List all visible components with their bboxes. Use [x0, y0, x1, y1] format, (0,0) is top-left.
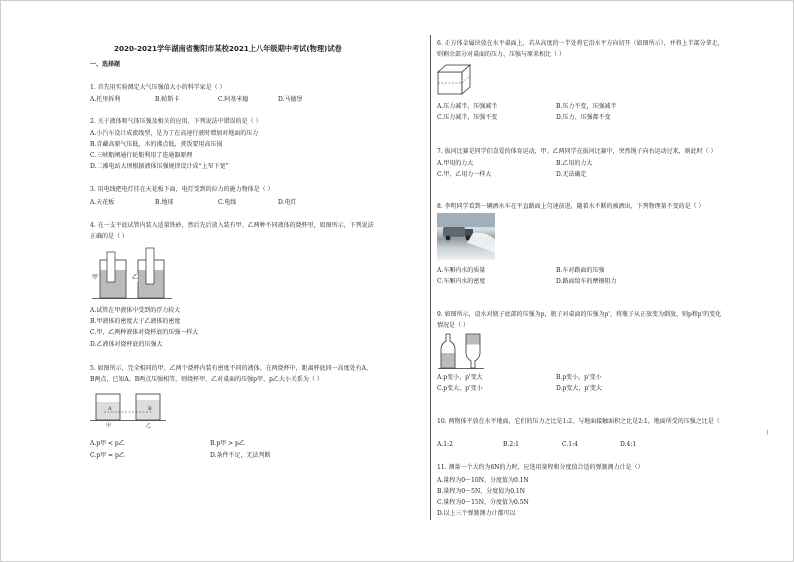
q10-stem-line2: ）: [766, 430, 773, 437]
q3-option-b[interactable]: B.地球: [155, 199, 174, 206]
q4-option-c[interactable]: C.甲、乙两种液体对烧杯底的压强一样大: [90, 329, 199, 336]
q5-fig-point-b: B: [148, 406, 152, 412]
q4-stem-line2: 正确的是（ ）: [90, 233, 128, 240]
q2-option-b[interactable]: B.青藏高原气压低，水的沸点低，煮饭要用高压锅: [90, 141, 223, 148]
q5-option-b[interactable]: B.p甲 > p乙: [210, 440, 245, 447]
q7-stem: 7. 拔河比赛是同学们喜爱的体育运动，甲、乙两同学在拔河比赛中，突然绳子向右运动过来，则此时（ ）: [437, 148, 717, 155]
q11-stem: 11. 测量一个大约为6N的力时，应选用量程和分度值合适的弹簧测力计是（）: [437, 464, 644, 471]
q5-option-d[interactable]: D.条件不足，无法判断: [210, 452, 271, 459]
q9-stem-line2: 情况是（ ）: [437, 322, 469, 329]
q5-figure-beakers: [90, 390, 166, 430]
q8-option-c[interactable]: C.车厢内水的密度: [437, 278, 486, 285]
q9-option-b[interactable]: B.p变小，p'变小: [556, 374, 602, 381]
q9-stem-line1: 9. 如图所示，设水对瓶子底部的压强为p，瓶子对桌面的压强为p'，将瓶子从正放变为倒放，则p和p'的变化: [437, 311, 722, 318]
q10-stem-line1: 10. 两物体平放在水平地面，它们的压力之比是1:2，与地面接触面积之比是2:1，地面所受的压强之比是（: [437, 418, 720, 425]
q4-option-a[interactable]: A.试管在甲液体中受到的浮力较大: [90, 307, 181, 314]
q2-option-c[interactable]: C.三峡船闸通行轮船利用了连通器原理: [90, 152, 193, 159]
q9-option-a[interactable]: A.p变小，p'变大: [437, 374, 483, 381]
q5-stem-line2: B两点，已知A、B两点压强相等，则烧杯甲、乙对桌面的压强p甲、p乙大小关系为（ ）: [90, 376, 323, 383]
q1-option-c[interactable]: C.阿基米德: [218, 96, 249, 103]
q2-option-d[interactable]: D.二滩电站大坝根据液体压强规律设计成“上窄下宽”: [90, 163, 229, 170]
q2-stem: 2. 关于液体和气体压强及相关的应用，下列说法中错误的是（ ）: [90, 118, 262, 125]
q1-option-b[interactable]: B.帕斯卡: [155, 96, 180, 103]
q9-option-c[interactable]: C.p变大，p'变小: [437, 385, 483, 392]
q1-option-a[interactable]: A.托里拆利: [90, 96, 121, 103]
q3-stem: 3. 用电线把电灯挂在天花板下面，电灯受到的拉力的施力物体是（ ）: [90, 186, 274, 193]
q4-option-d[interactable]: D.乙液体对烧杯底的压强大: [90, 341, 163, 348]
q5-stem-line1: 5. 如图所示，完全相同的甲、乙两个烧杯内装有密度不同的液体，在两烧杯中，距离杯底同一高度处有A、: [90, 365, 372, 372]
q11-option-c[interactable]: C.量程为0～15N，分度值为0.5N: [437, 499, 529, 506]
q5-fig-point-a: A: [108, 406, 112, 412]
q2-option-a[interactable]: A.小汽车设计成流线型，是为了在高速行驶时增加对地面的压力: [90, 130, 259, 137]
q7-option-d[interactable]: D.无法确定: [556, 171, 587, 178]
q4-fig-label-yi: 乙: [132, 274, 139, 281]
q3-option-a[interactable]: A.天花板: [90, 199, 115, 206]
q11-option-b[interactable]: B.量程为0～5N，分度值为0.1N: [437, 488, 525, 495]
q1-stem: 1. 首先用实验测定大气压强值大小的科学家是（ ）: [90, 84, 226, 91]
q8-stem: 8. 李明同学看到一辆洒水车在平直路面上匀速前进，随着水不断的被洒出，下列物理量不变的是（ ）: [437, 203, 705, 210]
q3-option-d[interactable]: D.电灯: [278, 199, 297, 206]
q7-option-b[interactable]: B.乙用的力大: [556, 160, 593, 167]
q11-option-d[interactable]: D.以上三个弹簧测力计都可以: [437, 510, 516, 517]
q6-option-a[interactable]: A.压力减半，压强减半: [437, 103, 498, 110]
q10-option-b[interactable]: B.2:1: [503, 441, 519, 448]
q8-option-a[interactable]: A.车厢内水的质量: [437, 267, 486, 274]
q5-fig-label-jia: 甲: [106, 423, 112, 429]
q7-option-c[interactable]: C.甲、乙用力一样大: [437, 171, 492, 178]
q8-option-d[interactable]: D.路面给车的摩擦阻力: [556, 278, 617, 285]
q4-option-b[interactable]: B.甲液体的密度大于乙液体的密度: [90, 318, 181, 325]
q6-option-d[interactable]: D.压力、压强都不变: [556, 114, 611, 121]
q9-option-d[interactable]: D.p变大，p'变大: [556, 385, 602, 392]
q4-fig-label-jia: 甲: [92, 274, 99, 281]
q6-stem-line1: 6. 正方体金属块放在水平桌面上，若从高度的一半处将它沿水平方向切开（如图所示），并将上半部分拿走，: [437, 40, 724, 47]
q3-option-c[interactable]: C.电线: [218, 199, 237, 206]
q6-figure-cube: [437, 64, 473, 96]
column-divider: [430, 35, 431, 520]
q7-option-a[interactable]: A.甲用的力大: [437, 160, 474, 167]
q6-option-c[interactable]: C.压力减半，压强不变: [437, 114, 498, 121]
q8-sprinkler-truck-photo: [437, 213, 495, 260]
q6-stem-line2: 则剩余部分对桌面的压力、压强与原来相比（ ）: [437, 51, 565, 58]
q11-option-a[interactable]: A.量程为0～10N，分度值为0.1N: [437, 477, 529, 484]
q4-stem-line1: 4. 在一支平底试管内装入适量铁砂，然后先后放入装有甲、乙两种不同液体的烧杯里，如图所示，下列说法: [90, 222, 374, 229]
q10-option-a[interactable]: A.1:2: [437, 441, 453, 448]
q9-figure-bottles: [438, 333, 484, 369]
q1-option-d[interactable]: D.马德堡: [278, 96, 303, 103]
q5-option-c[interactable]: C.p甲 = p乙: [90, 452, 125, 459]
q5-fig-label-yi: 乙: [146, 423, 152, 429]
exam-title: 2020-2021学年湖南省衡阳市某校2021上八年级期中考试(物理)试卷: [114, 44, 342, 53]
q10-option-c[interactable]: C.1:4: [562, 441, 578, 448]
q6-option-b[interactable]: B.压力不变，压强减半: [556, 103, 617, 110]
q5-option-a[interactable]: A.p甲 < p乙: [90, 440, 125, 447]
q8-option-b[interactable]: B.车对路面的压强: [556, 267, 605, 274]
q10-option-d[interactable]: D.4:1: [620, 441, 637, 448]
section-heading: 一、选择题: [90, 61, 121, 68]
